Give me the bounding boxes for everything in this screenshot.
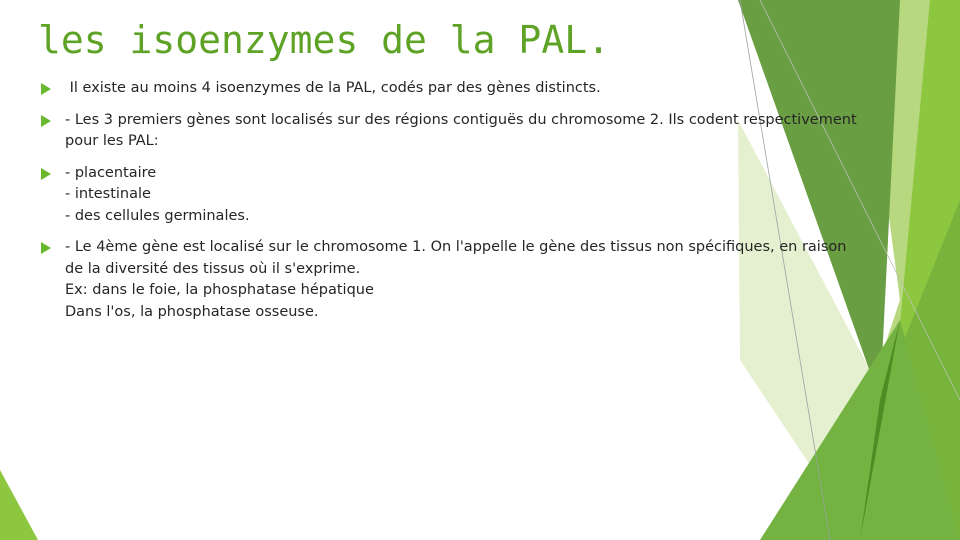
bullet-line: pour les PAL: [65,133,159,149]
decor-corner-triangle [0,470,38,540]
bullet-list [40,78,940,333]
triangle-bullet-icon [40,83,52,95]
bullet-line: - intestinale [65,186,151,202]
bullet-line: - Les 3 premiers gènes sont localisés sur des régions contiguës du chromosome 2. Ils codent respectivement [65,111,857,128]
bullet-item [40,78,940,100]
bullet-line: de la diversité des tissus où il s'exprime. [65,260,361,277]
bullet-line: Ex: dans le foie, la phosphatase hépatique [65,282,374,298]
bullet-line: Dans l'os, la phosphatase osseuse. [65,303,319,320]
bullet-line: - placentaire [65,164,157,181]
bullet-text [65,78,940,100]
bullet-line: - Le 4ème gène est localisé sur le chromosome 1. On l'appelle le gène des tissus non spécifiques, en raison [65,239,847,255]
page-title: les isoenzymes de la PAL. [38,18,610,62]
bullet-text [65,110,940,153]
bullet-text [65,237,940,323]
bullet-line: - des cellules germinales. [65,207,250,224]
bullet-text [65,163,940,228]
bullet-item [40,237,940,323]
bullet-line: Il existe au moins 4 isoenzymes de la PAL, codés par des gènes distincts. [65,80,601,96]
triangle-bullet-icon [40,242,52,254]
triangle-bullet-icon [40,115,52,127]
bullet-item [40,110,940,153]
bullet-item [40,163,940,228]
triangle-bullet-icon [40,168,52,180]
